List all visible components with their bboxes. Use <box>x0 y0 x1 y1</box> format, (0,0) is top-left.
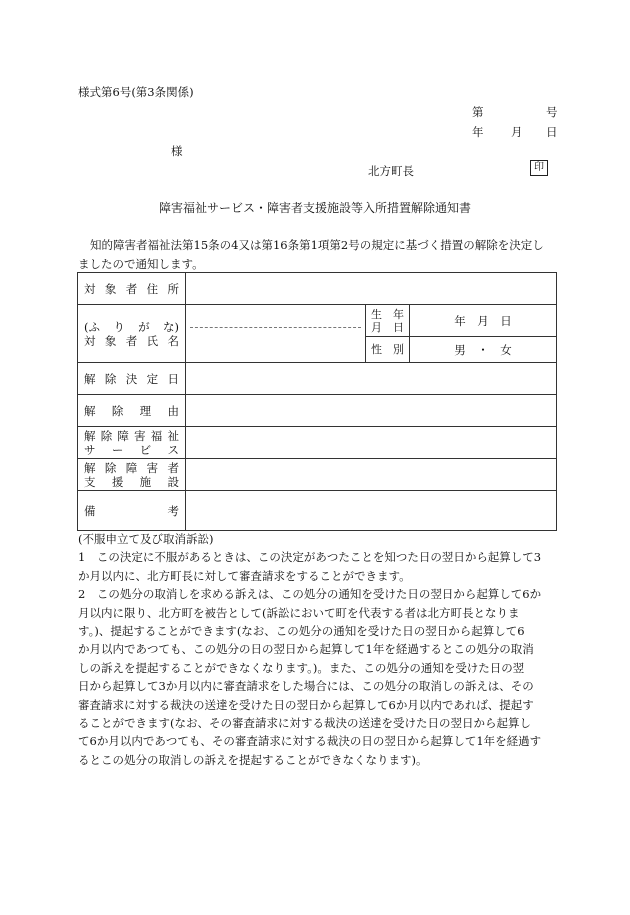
row-name-birth <box>78 305 557 337</box>
intro-paragraph <box>78 236 560 274</box>
issuer-name: 北方町長 <box>368 164 414 178</box>
label-release-reason: 解 除 理 由 <box>78 395 186 427</box>
field-release-reason[interactable] <box>186 395 557 427</box>
field-birthdate[interactable]: 年 月 日 <box>410 305 557 337</box>
row-release-date <box>78 363 557 395</box>
furigana-dotted-line <box>190 310 361 328</box>
seal-mark: 印 <box>530 160 548 176</box>
label-remarks: 備 考 <box>78 491 186 531</box>
field-address[interactable] <box>186 273 557 305</box>
intro-line-1: 知的障害者福祉法第15条の4又は第16条第1項第2号の規定に基づく措置の解除を決定し <box>90 238 544 252</box>
field-service[interactable] <box>186 427 557 459</box>
document-title: 障害福祉サービス・障害者支援施設等入所措置解除通知書 <box>158 201 471 215</box>
field-facility[interactable] <box>186 459 557 491</box>
date-day-label: 日 <box>546 125 558 139</box>
document-number-prefix: 第 <box>472 105 484 119</box>
form-number: 様式第6号(第3条関係) <box>78 85 194 99</box>
label-gender: 性 別 <box>366 337 410 363</box>
intro-line-2: ましたので通知します。 <box>78 257 204 271</box>
label-service: 解 除 障 害 福 祉 サ ー ビ ス <box>78 427 186 459</box>
field-gender[interactable]: 男 ・ 女 <box>410 337 557 363</box>
label-release-date: 解 除 決 定 日 <box>78 363 186 395</box>
appeal-notes <box>78 530 560 769</box>
field-remarks[interactable] <box>186 491 557 531</box>
row-service <box>78 427 557 459</box>
label-birthdate: 生 年 月 日 <box>366 305 410 337</box>
row-remarks <box>78 491 557 531</box>
recipient-honorific: 様 <box>171 144 183 158</box>
note-item-2: 2 この処分の取消しを求める訴えは、この処分の通知を受けた日の翌日から起算して6か 月以内に限り、北方町を被告として(訴訟において町を代表する者は北方町長となりま す。)、提起することができます(なお、この処分の通知を受けた日の翌日から起算して6 か月以内であつても、この処分の日の翌日から起算して1年を経過するとこの処分の取消 しの訴えを提起することができなくなります。)。また、この処分の通知を受けた日の翌 日から起算して3か月以内に審査請求をした場合には、この処分の取消しの訴えは、その 審査請求に対する裁決の送達を受けた日の翌日から起算して6か月以内であれば、提起す ることができます(なお、その審査請求に対する裁決の送達を受けた日の翌日から起算し て6か月以内であつても、その審査請求に対する裁決の日の翌日から起算して1年を経過す るとこの処分の取消しの訴えを提起することができなくなります)。 <box>78 587 542 767</box>
row-address <box>78 273 557 305</box>
date-month-label: 月 <box>511 125 523 139</box>
field-name[interactable] <box>186 305 366 363</box>
document-number-suffix: 号 <box>546 105 558 119</box>
label-name: (ふ り が な) 対 象 者 氏 名 <box>78 305 186 363</box>
field-release-date[interactable] <box>186 363 557 395</box>
label-facility: 解 除 障 害 者 支 援 施 設 <box>78 459 186 491</box>
note-item-1: 1 この決定に不服があるときは、この決定があつたことを知つた日の翌日から起算して3 か月以内に、北方町長に対して審査請求をすることができます。 <box>78 550 542 583</box>
form-table <box>77 272 557 531</box>
label-address: 対 象 者 住 所 <box>78 273 186 305</box>
notes-heading: (不服申立て及び取消訴訟) <box>78 532 214 546</box>
date-year-label: 年 <box>472 125 484 139</box>
row-facility <box>78 459 557 491</box>
row-release-reason <box>78 395 557 427</box>
